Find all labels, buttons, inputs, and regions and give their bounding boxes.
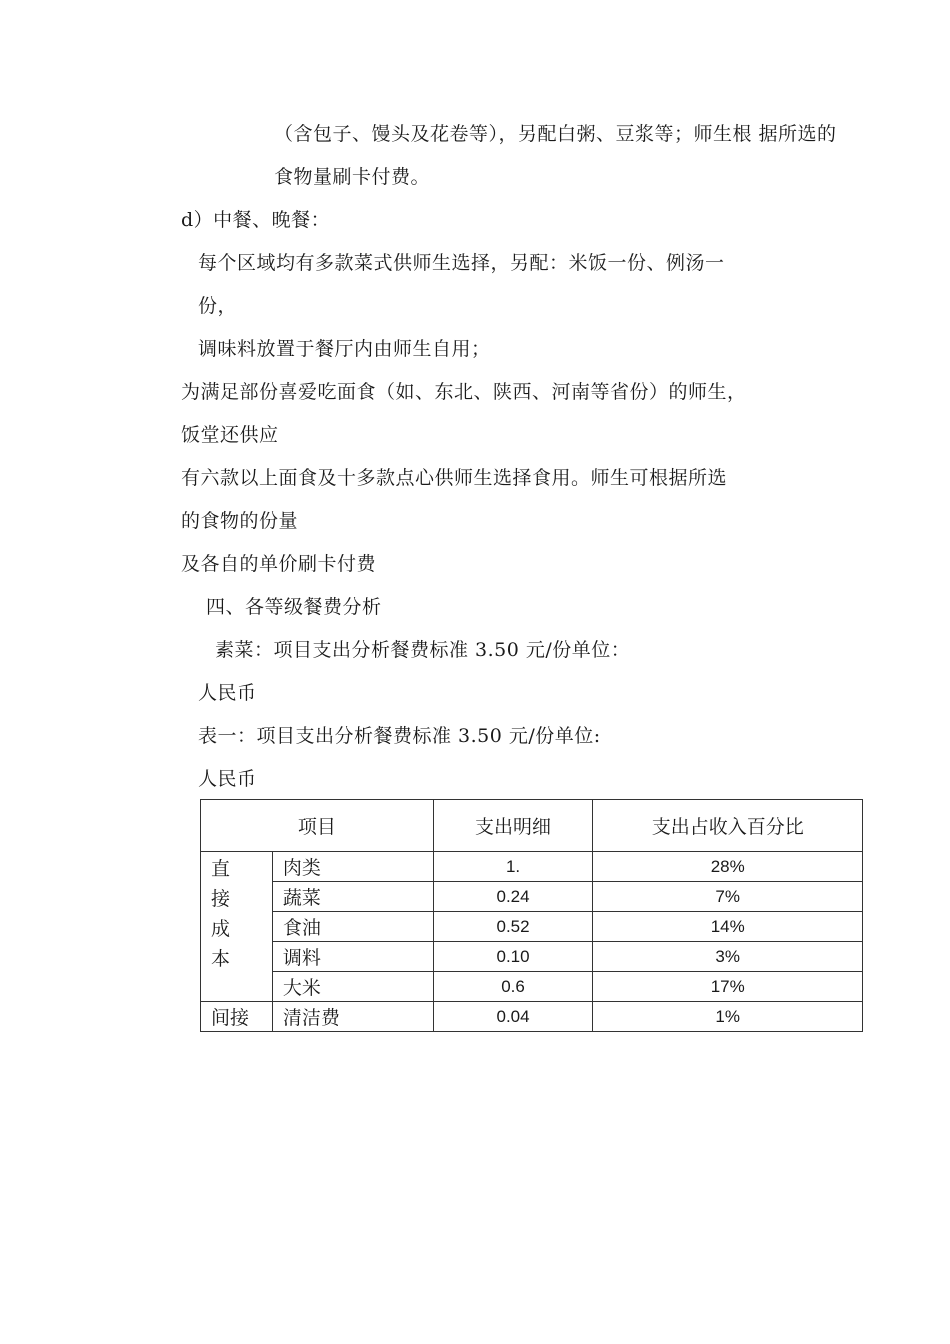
table-caption: 表一：项目支出分析餐费标准 3.50 元/份单位: xyxy=(198,725,601,747)
row-name: 蔬菜 xyxy=(272,882,433,912)
group-direct-cost: 直 接 成 本 xyxy=(201,852,273,1002)
row-percent: 28% xyxy=(593,852,863,882)
paragraph-noodles-cont: 饭堂还供应 xyxy=(181,424,279,446)
table-row xyxy=(201,882,863,912)
header-item: 项目 xyxy=(201,800,434,852)
row-percent: 14% xyxy=(593,912,863,942)
paragraph-noodles: 为满足部份喜爱吃面食（如、东北、陕西、河南等省份）的师生， xyxy=(181,381,747,403)
row-amount: 0.24 xyxy=(433,882,593,912)
header-percent: 支出占收入百分比 xyxy=(593,800,863,852)
paragraph-snacks: 有六款以上面食及十多款点心供师生选择食用。师生可根据所选 xyxy=(181,467,728,489)
row-amount: 0.10 xyxy=(433,942,593,972)
row-percent: 3% xyxy=(593,942,863,972)
paragraph-vegetarian-standard: 素菜：项目支出分析餐费标准 3.50 元/份单位： xyxy=(215,639,631,661)
paragraph-breakfast-payment: 食物量刷卡付费。 xyxy=(274,166,431,188)
cost-table xyxy=(200,799,863,1032)
paragraph-snacks-payment: 及各自的单价刷卡付费 xyxy=(181,553,377,575)
table-row xyxy=(201,852,863,882)
row-percent: 7% xyxy=(593,882,863,912)
paragraph-currency-1: 人民币 xyxy=(198,682,257,704)
row-name: 大米 xyxy=(272,972,433,1002)
header-detail: 支出明细 xyxy=(433,800,593,852)
row-percent: 1% xyxy=(593,1002,863,1032)
paragraph-dishes: 每个区域均有多款菜式供师生选择，另配：米饭一份、例汤一 xyxy=(198,252,725,274)
row-amount: 0.52 xyxy=(433,912,593,942)
group-indirect-cost: 间接 xyxy=(201,1002,273,1032)
table-header-row xyxy=(201,800,863,852)
paragraph-dishes-cont: 份， xyxy=(198,295,238,317)
row-amount: 0.6 xyxy=(433,972,593,1002)
table-row xyxy=(201,912,863,942)
row-percent: 17% xyxy=(593,972,863,1002)
row-name: 食油 xyxy=(272,912,433,942)
section-heading-lunch-dinner: d）中餐、晚餐： xyxy=(181,209,331,231)
paragraph-snacks-cont: 的食物的份量 xyxy=(181,510,299,532)
paragraph-currency-2: 人民币 xyxy=(198,768,257,790)
table-row xyxy=(201,1002,863,1032)
row-name: 调料 xyxy=(272,942,433,972)
row-name: 肉类 xyxy=(272,852,433,882)
paragraph-breakfast-items: （含包子、馒头及花卷等），另配白粥、豆浆等；师生根 据所选的 xyxy=(274,123,837,145)
paragraph-seasoning: 调味料放置于餐厅内由师生自用； xyxy=(198,338,491,360)
row-name: 清洁费 xyxy=(272,1002,433,1032)
row-amount: 0.04 xyxy=(433,1002,593,1032)
section-heading-cost-analysis: 四、各等级餐费分析 xyxy=(206,596,382,618)
table-row xyxy=(201,942,863,972)
table-row xyxy=(201,972,863,1002)
row-amount: 1. xyxy=(433,852,593,882)
